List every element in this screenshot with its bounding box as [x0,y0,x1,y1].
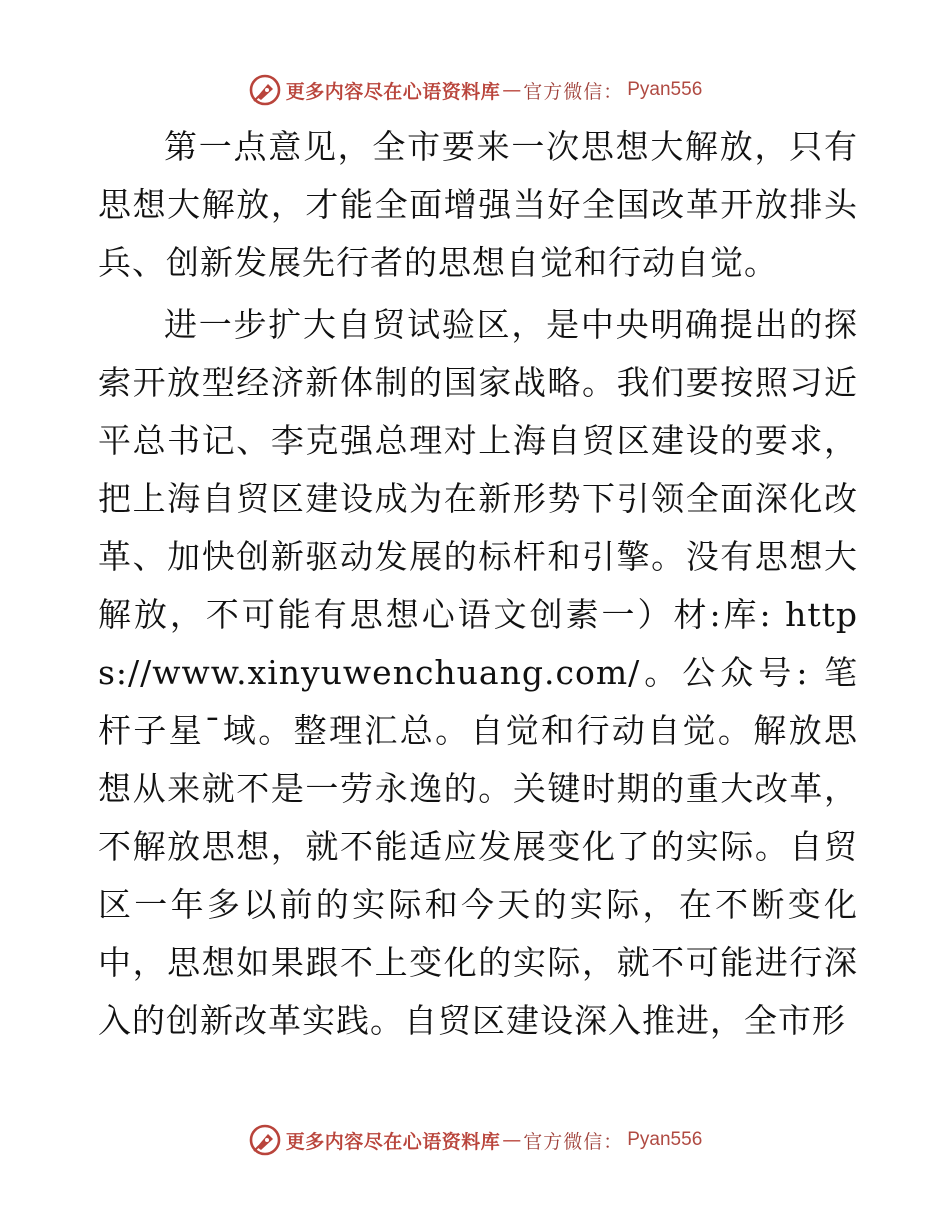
document-body [98,118,858,1050]
paragraph-1: 第一点意见，全市要来一次思想大解放，只有思想大解放，才能全面增强当好全国改革开放排头兵、创新发展先行者的思想自觉和行动自觉。 [98,127,858,282]
wechat-id: Pyan556 [627,79,703,100]
header-banner [0,70,950,110]
pen-nib-logo-icon [248,1123,282,1157]
wechat-id: Pyan556 [627,1129,703,1150]
wechat-label: 官方微信： [523,1130,624,1153]
footer-banner [0,1120,950,1160]
library-text: 更多内容尽在心语资料库 [285,80,501,103]
pen-nib-logo-icon [248,73,282,107]
library-text: 更多内容尽在心语资料库 [285,1130,501,1153]
banner-separator: — [502,1129,522,1151]
wechat-label: 官方微信： [523,80,624,103]
paragraph-2: 进一步扩大自贸试验区，是中央明确提出的探索开放型经济新体制的国家战略。我们要按照习近平总书记、李克强总理对上海自贸区建设的要求，把上海自贸区建设成为在新形势下引领全面深化改革、加快创新驱动发展的标杆和引擎。没有思想大解放，不可能有思想心语文创素一）材:库: https://www.xinyuwenchuang.com/。公众号: 笔杆子星¯域。整理汇总。自觉和行动自觉。解放思想从来就不是一劳永逸的。关键时期的重大改革，不解放思想，就不能适应发展变化了的实际。自贸区一年多以前的实际和今天的实际，在不断变化中，思想如果跟不上变化的实际，就不可能进行深入的创新改革实践。自贸区建设深入推进，全市形 [98,305,858,1040]
banner-separator: — [502,79,522,101]
